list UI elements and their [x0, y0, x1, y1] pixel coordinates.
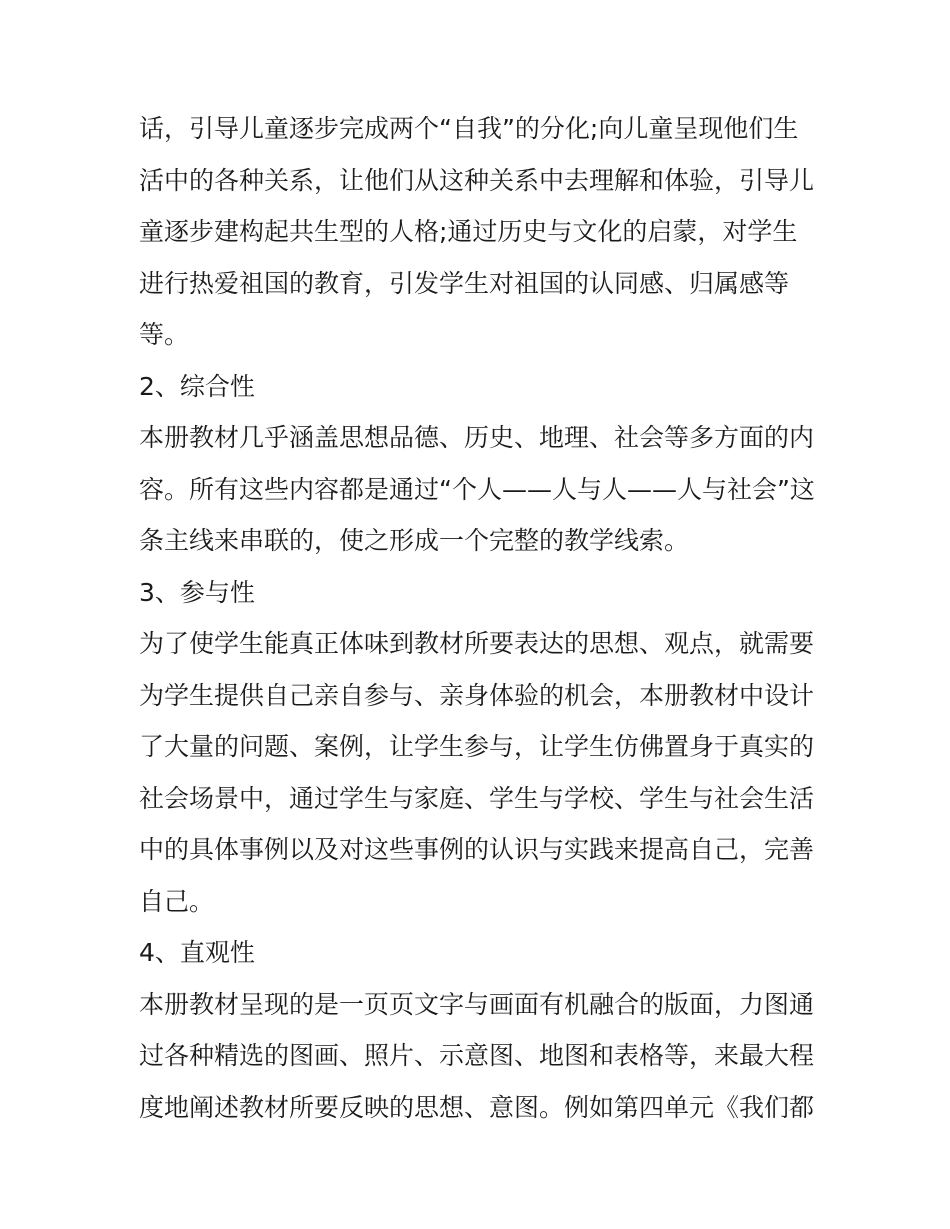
text-line: 为学生提供自己亲自参与、亲身体验的机会，本册教材中设计	[139, 680, 815, 710]
text-line: 中的具体事例以及对这些事例的认识与实践来提高自己，完善	[139, 835, 815, 864]
text-line: 度地阐述教材所要反映的思想、意图。例如第四单元《我们都	[139, 1092, 815, 1122]
document-body	[139, 103, 819, 1133]
text-line: 进行热爱祖国的教育，引发学生对祖国的认同感、归属感等	[139, 268, 790, 298]
text-line: 活中的各种关系，让他们从这种关系中去理解和体验，引导儿	[139, 165, 815, 195]
text-line: 过各种精选的图画、照片、示意图、地图和表格等，来最大程	[139, 1041, 815, 1070]
text-line: 容。所有这些内容都是通过“个人——人与人——人与社会”这	[139, 474, 815, 504]
text-line: 童逐步建构起共生型的人格;通过历史与文化的启蒙，对学生	[139, 217, 798, 246]
text-line: 话，引导儿童逐步完成两个“自我”的分化;向儿童呈现他们生	[139, 114, 799, 143]
section-heading: 4、直观性	[139, 938, 255, 967]
section-heading: 2、综合性	[139, 371, 255, 401]
text-line: 自己。	[139, 886, 215, 916]
text-line: 等。	[139, 320, 190, 349]
text-line: 本册教材几乎涵盖思想品德、历史、地理、社会等多方面的内	[139, 423, 815, 452]
text-line: 条主线来串联的，使之形成一个完整的教学线索。	[139, 526, 690, 555]
text-line: 社会场景中，通过学生与家庭、学生与学校、学生与社会生活	[139, 783, 815, 813]
section-heading: 3、参与性	[139, 577, 255, 607]
text-line: 本册教材呈现的是一页页文字与画面有机融合的版面，力图通	[139, 989, 815, 1019]
text-line: 为了使学生能真正体味到教材所要表达的思想、观点，就需要	[139, 629, 815, 658]
text-line: 了大量的问题、案例，让学生参与，让学生仿佛置身于真实的	[139, 732, 815, 761]
